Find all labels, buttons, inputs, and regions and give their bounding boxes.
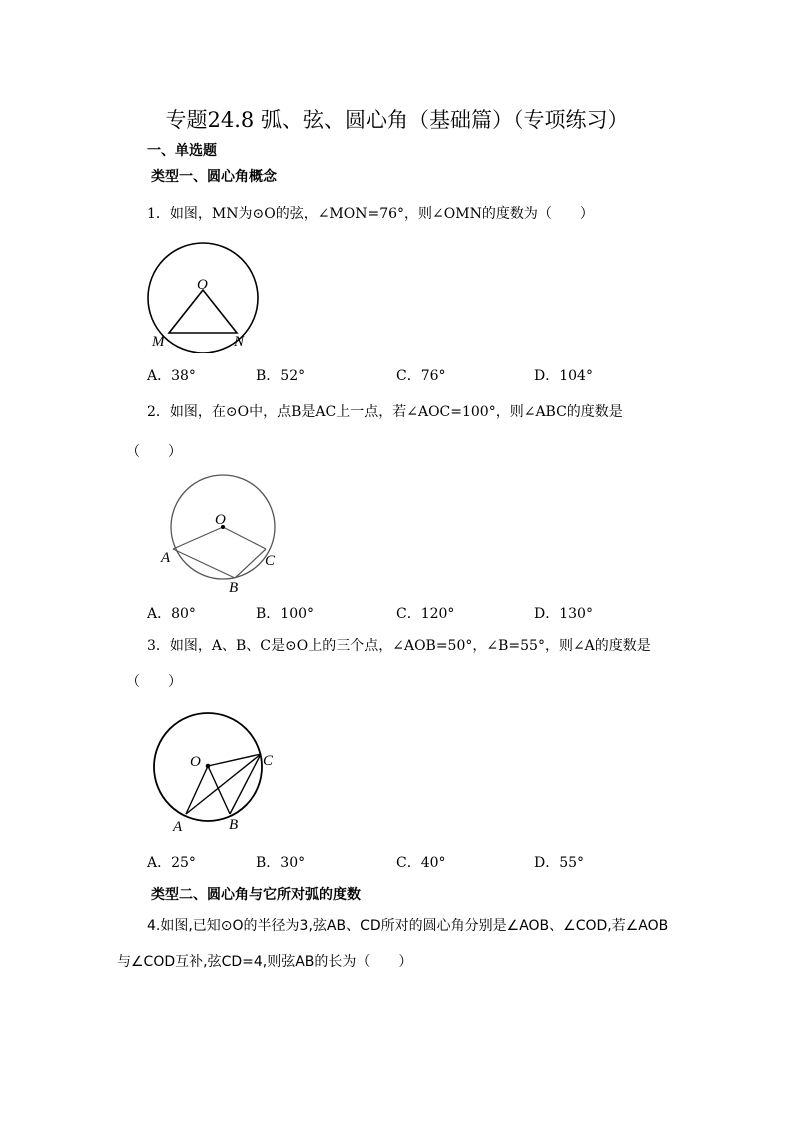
q2-option-b: B．100° [256, 606, 315, 622]
label-m: M [152, 334, 165, 350]
type2-heading: 类型二、圆心角与它所对弧的度数 [151, 887, 361, 903]
center-point [206, 764, 211, 769]
section-heading: 一、单选题 [147, 143, 217, 159]
question-4-line-2: 与∠COD互补,弦CD=4,则弦AB的长为（ ） [117, 954, 413, 970]
label-o: O [190, 754, 201, 770]
question-2-figure [155, 470, 290, 600]
question-1-figure [140, 228, 280, 353]
segment-ab [173, 549, 235, 578]
label-a: A [161, 550, 171, 566]
question-4-line-1: 4.如图,已知⊙O的半径为3,弦AB、CD所对的圆心角分别是∠AOB、∠COD,若∠AOB [147, 918, 669, 934]
label-a: A [173, 819, 183, 835]
label-n: N [234, 334, 245, 350]
question-3-figure [145, 710, 285, 840]
triangle-omn [169, 290, 237, 333]
segment-oc [223, 527, 266, 549]
question-3-text: 3．如图，A、B、C是⊙O上的三个点，∠AOB=50°，∠B=55°，则∠A的度数是 [147, 638, 651, 654]
q3-option-b: B．30° [256, 855, 306, 871]
q1-option-d: D．104° [534, 368, 593, 384]
label-o: O [215, 512, 226, 528]
q2-option-c: C．120° [396, 606, 455, 622]
label-c: C [263, 753, 274, 769]
question-2-text: 2．如图，在⊙O中，点B是AC上一点，若∠AOC=100°，则∠ABC的度数是 [147, 404, 623, 420]
page-title: 专题24.8 弧、弦、圆心角（基础篇）（专项练习） [165, 108, 629, 132]
label-b: B [229, 817, 239, 833]
label-b: B [229, 580, 239, 596]
question-3-paren: （ ） [126, 674, 182, 690]
q2-option-a: A．80° [147, 606, 196, 622]
segment-oa [186, 766, 208, 814]
segment-oa [173, 527, 223, 549]
q1-option-b: B．52° [256, 368, 306, 384]
q1-option-a: A．38° [147, 368, 196, 384]
label-o: O [197, 277, 208, 293]
q1-option-c: C．76° [396, 368, 446, 384]
q3-option-a: A．25° [147, 855, 196, 871]
q3-option-d: D．55° [534, 855, 585, 871]
segment-bc [235, 549, 266, 578]
segment-ob [208, 766, 230, 814]
question-2-paren: （ ） [126, 444, 182, 460]
q2-option-d: D．130° [534, 606, 593, 622]
label-c: C [265, 553, 276, 569]
type1-heading: 类型一、圆心角概念 [151, 169, 277, 185]
q3-option-c: C．40° [396, 855, 446, 871]
question-1-text: 1．如图，MN为⊙O的弦，∠MON=76°，则∠OMN的度数为（ ） [147, 206, 594, 222]
